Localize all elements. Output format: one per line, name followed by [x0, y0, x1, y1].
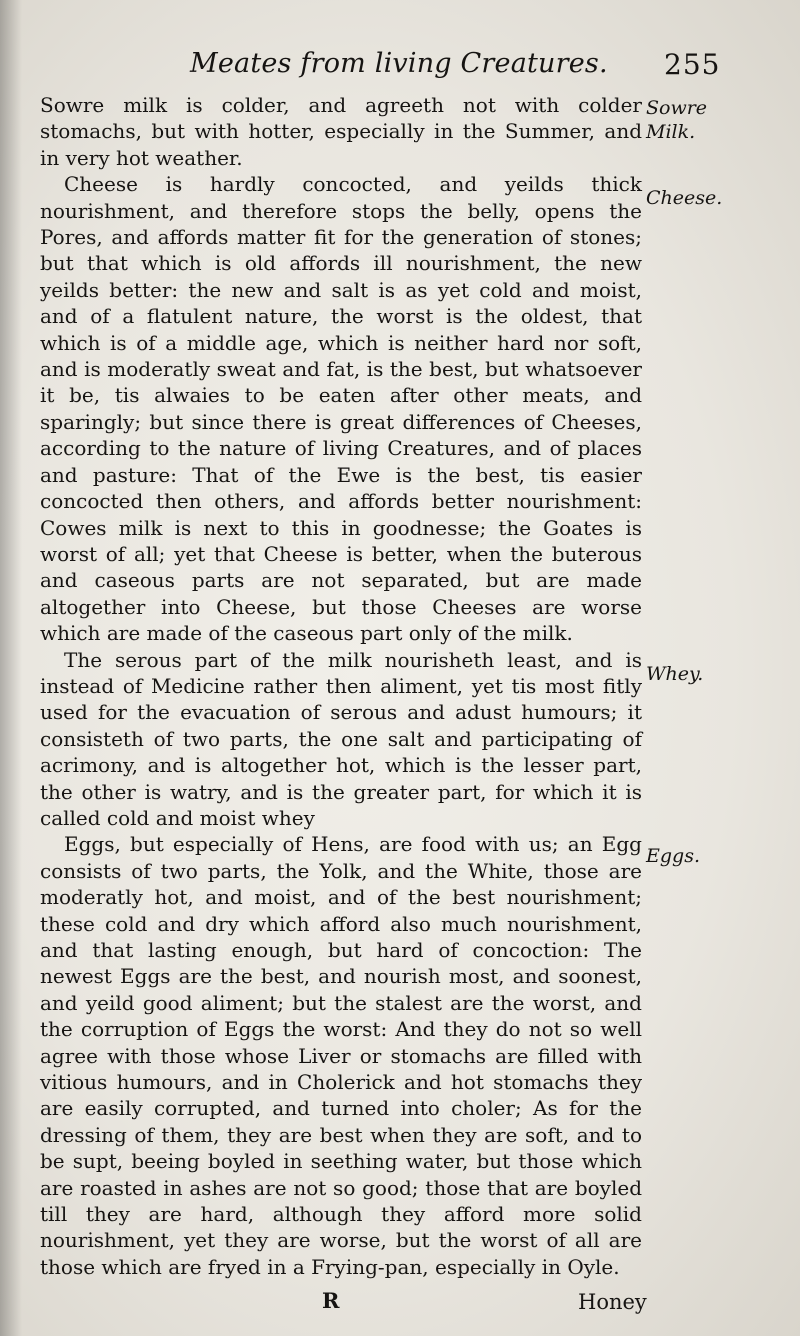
side-note-milk: Milk.: [646, 121, 696, 143]
paragraph-cheese: Cheese is hardly concocted, and yeilds thick nourishment, and therefore stops the belly, opens the Pores, and affords matter fit for the generation of stones; but that which is old affords ill nourishment, the new yeilds better: the new and salt is as yet cold and moist, and of a flatulent nature, the worst is the oldest, that which is of a middle age, which is neither hard nor soft, and is moderatly sweat and fat, is the best, but whatsoever it be, tis alwaies to be eaten after other meats, and sparingly; but since there is great differences of Cheeses, according to the nature of living Creatures, and of places and pasture: That of the Ewe is the best, tis easier concocted then others, and affords better nourishment: Cowes milk is next to this in goodnesse; the Goates is worst of all; yet that Cheese is better, when the buterous and caseous parts are not separated, but are made altogether into Cheese, but those Cheeses are worse which are made of the caseous part only of the milk.: [40, 172, 642, 646]
catchword: Honey: [578, 1290, 647, 1314]
page-number: 255: [664, 48, 721, 81]
paragraph-whey: The serous part of the milk nourisheth least, and is instead of Medicine rather then aliment, yet tis most fitly used for the evacuation of serous and adust humours; it consisteth of two parts, the one salt and participating of acrimony, and is altogether hot, which is the lesser part, the other is watry, and is the greater part, for which it is called cold and moist whey: [40, 647, 642, 830]
side-note-cheese: Cheese.: [646, 187, 723, 209]
running-head: Meates from living Creatures.: [190, 48, 608, 79]
side-note-eggs: Eggs.: [646, 845, 700, 867]
body-text: [40, 92, 642, 1280]
paragraph-eggs: Eggs, but especially of Hens, are food with us; an Egg consists of two parts, the Yolk, and the White, those are moderatly hot, and moist, and of the best nourishment; these cold and dry which afford also much nourishment, and that lasting enough, but hard of concoction: The newest Eggs are the best, and nourish most, and soonest, and yeild good aliment; but the stalest are the worst, and the corruption of Eggs the worst: And they do not so well agree with those whose Liver or stomachs are filled with vitious humours, and in Cholerick and hot stomachs they are easily corrupted, and turned into choler; As for the dressing of them, they are best when they are soft, and to be supt, beeing boyled in seething water, but those which are roasted in ashes are not so good; those that are boyled till they are hard, although they afford more solid nourishment, yet they are worse, but the worst of all are those which are fryed in a Frying-pan, especially in Oyle.: [40, 832, 642, 1279]
side-note-sowre: Sowre: [646, 97, 708, 119]
paragraph-sowre-milk: Sowre milk is colder, and agreeth not with colder stomachs, but with hotter, especially in the Summer, and in very hot weather.: [40, 93, 642, 170]
signature-mark: R: [322, 1288, 340, 1313]
side-note-whey: Whey.: [646, 663, 704, 685]
gutter-shadow: [0, 0, 22, 1336]
